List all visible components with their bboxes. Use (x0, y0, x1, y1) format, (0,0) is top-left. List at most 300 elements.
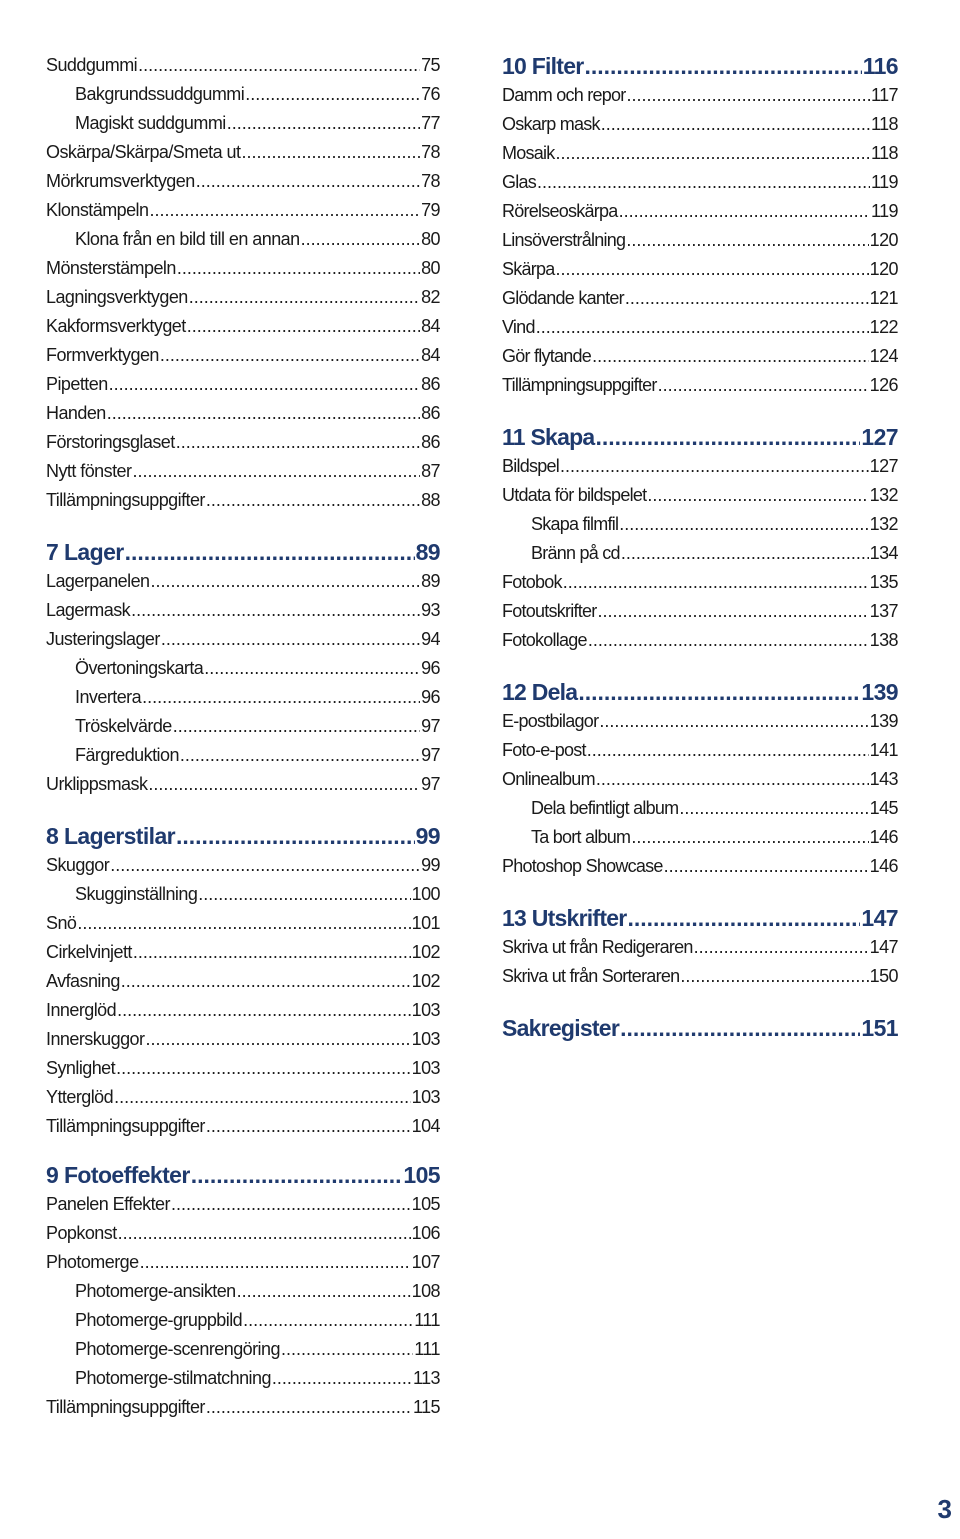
toc-entry[interactable] (46, 399, 440, 428)
dot-leader (237, 1277, 411, 1306)
toc-entry[interactable] (46, 596, 440, 625)
dot-leader (160, 341, 420, 370)
toc-entry[interactable] (46, 138, 440, 167)
toc-entry-title: Oskärpa/Skärpa/Smeta ut (46, 142, 241, 162)
toc-entry[interactable] (502, 626, 898, 655)
toc-page-number: 97 (421, 745, 440, 765)
toc-page-number: 122 (869, 317, 898, 337)
toc-page-number: 147 (869, 937, 898, 957)
toc-page-number: 104 (411, 1116, 440, 1136)
dot-leader (556, 139, 870, 168)
toc-entry-title: Justeringslager (46, 629, 160, 649)
dot-leader (149, 196, 420, 225)
dot-leader (118, 1219, 411, 1248)
toc-subentry[interactable] (46, 80, 440, 109)
toc-page-number: 107 (411, 1252, 440, 1272)
dot-leader (596, 765, 869, 794)
toc-entry[interactable] (46, 457, 440, 486)
toc-entry[interactable] (46, 567, 440, 596)
dot-leader (627, 903, 860, 933)
toc-page-number: 108 (411, 1281, 440, 1301)
toc-page-number: 88 (421, 490, 440, 510)
toc-subentry[interactable] (502, 823, 898, 852)
dot-leader (241, 138, 420, 167)
toc-entry-title: Gör flytande (502, 346, 592, 366)
toc-page-number: 99 (421, 855, 440, 875)
toc-entry[interactable] (502, 371, 898, 400)
dot-leader (171, 1190, 411, 1219)
toc-entry[interactable] (46, 770, 440, 799)
toc-page-number: 146 (869, 827, 898, 847)
toc-page-number: 86 (421, 374, 440, 394)
toc-entry[interactable] (502, 110, 898, 139)
toc-subentry[interactable] (46, 1364, 440, 1393)
dot-leader (626, 226, 868, 255)
toc-page-number: 103 (411, 1000, 440, 1020)
dot-leader (598, 597, 869, 626)
toc-page-number: 82 (421, 287, 440, 307)
toc-page-number: 134 (869, 543, 898, 563)
toc-subentry[interactable] (46, 109, 440, 138)
dot-leader (145, 1025, 410, 1054)
toc-column-bottom (46, 1160, 440, 1422)
toc-entry-title: E-postbilagor (502, 711, 599, 731)
dot-leader (110, 851, 420, 880)
dot-leader (117, 996, 411, 1025)
dot-leader (121, 967, 411, 996)
toc-page-number: 151 (861, 1015, 898, 1041)
toc-chapter-heading[interactable] (502, 1013, 898, 1043)
dot-leader (206, 486, 420, 515)
dot-leader (176, 821, 415, 851)
toc-entry[interactable] (46, 486, 440, 515)
toc-entry-title: Formverktygen (46, 345, 159, 365)
toc-page-number: 115 (412, 1397, 440, 1417)
toc-page-number: 105 (411, 1194, 440, 1214)
toc-page-number: 101 (411, 913, 440, 933)
dot-leader (680, 962, 868, 991)
dot-leader (206, 1393, 412, 1422)
dot-leader (563, 568, 869, 597)
dot-leader (595, 422, 860, 452)
toc-page-number: 135 (869, 572, 898, 592)
toc-entry[interactable] (46, 1219, 440, 1248)
toc-entry-title: Avfasning (46, 971, 120, 991)
toc-entry-title: Lagermask (46, 600, 131, 620)
toc-entry-title: Linsöverstrålning (502, 230, 626, 250)
toc-page-number: 120 (869, 230, 898, 250)
toc-entry-title: Skuggor (46, 855, 110, 875)
toc-page-number: 76 (421, 84, 440, 104)
toc-chapter-heading[interactable] (502, 51, 898, 81)
toc-page-number: 124 (869, 346, 898, 366)
toc-page-number: 120 (869, 259, 898, 279)
toc-subentry[interactable] (46, 1277, 440, 1306)
toc-subentry[interactable] (46, 880, 440, 909)
toc-entry[interactable] (502, 284, 898, 313)
toc-page-number: 150 (869, 966, 898, 986)
toc-page-number: 93 (421, 600, 440, 620)
toc-entry[interactable] (502, 962, 898, 991)
toc-page-number: 127 (869, 456, 898, 476)
dot-leader (587, 736, 869, 765)
toc-entry-title: Skriva ut från Sorteraren (502, 966, 680, 986)
toc-entry-title: Bildspel (502, 456, 560, 476)
toc-entry[interactable] (502, 139, 898, 168)
toc-page-number: 100 (411, 884, 440, 904)
toc-entry-title: Panelen Effekter (46, 1194, 170, 1214)
toc-subentry[interactable] (46, 683, 440, 712)
toc-page-number: 102 (411, 971, 440, 991)
toc-page-number: 111 (414, 1310, 440, 1330)
toc-entry[interactable] (46, 1248, 440, 1277)
toc-entry-title: Fotoutskrifter (502, 601, 597, 621)
toc-entry-title: Tillämpningsuppgifter (46, 490, 205, 510)
dot-leader (161, 625, 420, 654)
toc-entry-title: Tillämpningsuppgifter (46, 1116, 205, 1136)
toc-entry-title: Innerskuggor (46, 1029, 145, 1049)
toc-entry-title: Skugginställning (75, 884, 198, 904)
toc-subentry[interactable] (46, 741, 440, 770)
toc-subentry[interactable] (46, 1335, 440, 1364)
dot-leader (301, 225, 421, 254)
dot-leader (592, 342, 869, 371)
toc-entry-title: Nytt fönster (46, 461, 132, 481)
toc-entry[interactable] (502, 226, 898, 255)
toc-page-number: 147 (861, 905, 898, 931)
toc-entry[interactable] (46, 967, 440, 996)
dot-leader (198, 880, 410, 909)
dot-leader (189, 283, 420, 312)
toc-page-number: 137 (869, 601, 898, 621)
toc-entry[interactable] (46, 1025, 440, 1054)
toc-page-number: 78 (421, 142, 440, 162)
toc-page-number: 86 (421, 432, 440, 452)
dot-leader (133, 938, 411, 967)
toc-page-number: 86 (421, 403, 440, 423)
toc-page-number: 84 (421, 316, 440, 336)
dot-leader (204, 654, 420, 683)
toc-entry-title: Foto-e-post (502, 740, 586, 760)
toc-page-number: 139 (869, 711, 898, 731)
toc-chapter-heading[interactable] (502, 677, 898, 707)
toc-entry-title: Photomerge-ansikten (75, 1281, 236, 1301)
toc-page-number: 116 (862, 53, 898, 79)
toc-entry-title: Handen (46, 403, 106, 423)
toc-page-number: 119 (870, 172, 898, 192)
toc-page-number: 103 (411, 1058, 440, 1078)
toc-page-number: 84 (421, 345, 440, 365)
toc-page-number: 80 (421, 229, 440, 249)
toc-page-number: 139 (861, 679, 898, 705)
toc-page-number: 89 (421, 571, 440, 591)
dot-leader (140, 1248, 411, 1277)
toc-entry-title: 9 Fotoeffekter (46, 1162, 190, 1188)
toc-entry[interactable] (46, 312, 440, 341)
toc-page-number: 145 (869, 798, 898, 818)
toc-entry-title: Invertera (75, 687, 142, 707)
toc-entry-title: Skriva ut från Redigeraren (502, 937, 693, 957)
dot-leader (114, 1083, 411, 1112)
toc-entry-title: Damm och repor (502, 85, 626, 105)
toc-page-number: 75 (421, 55, 440, 75)
toc-entry-title: Onlinealbum (502, 769, 595, 789)
dot-leader (536, 313, 869, 342)
toc-entry-title: Urklippsmask (46, 774, 148, 794)
dot-leader (176, 428, 420, 457)
toc-entry-title: Ytterglöd (46, 1087, 114, 1107)
dot-leader (560, 452, 869, 481)
dot-leader (180, 741, 420, 770)
toc-entry-title: Övertoningskarta (75, 658, 204, 678)
dot-leader (109, 370, 420, 399)
dot-leader (227, 109, 420, 138)
toc-page-number: 96 (421, 658, 440, 678)
toc-entry[interactable] (502, 255, 898, 284)
toc-entry-title: Photomerge-scenrengöring (75, 1339, 280, 1359)
toc-page-number: 96 (421, 687, 440, 707)
toc-page-number: 103 (411, 1029, 440, 1049)
toc-entry[interactable] (46, 341, 440, 370)
dot-leader (620, 1013, 860, 1043)
toc-page-number: 87 (421, 461, 440, 481)
dot-leader (245, 80, 420, 109)
toc-entry[interactable] (502, 342, 898, 371)
dot-leader (619, 510, 868, 539)
toc-entry[interactable] (46, 370, 440, 399)
toc-entry-title: 12 Dela (502, 679, 578, 705)
toc-entry-title: Cirkelvinjett (46, 942, 132, 962)
toc-page-number: 99 (415, 823, 440, 849)
toc-page-number: 97 (421, 716, 440, 736)
toc-page-number: 89 (415, 539, 440, 565)
toc-entry-title: Photoshop Showcase (502, 856, 663, 876)
toc-page-number: 121 (869, 288, 898, 308)
toc-chapter-heading[interactable] (46, 821, 440, 851)
dot-leader (647, 481, 868, 510)
toc-entry[interactable] (502, 568, 898, 597)
toc-entry-title: Synlighet (46, 1058, 116, 1078)
toc-page-number: 117 (870, 85, 898, 105)
toc-entry[interactable] (46, 851, 440, 880)
dot-leader (694, 933, 869, 962)
toc-page-number: 141 (869, 740, 898, 760)
toc-entry[interactable] (46, 909, 440, 938)
toc-entry[interactable] (502, 168, 898, 197)
toc-entry-title: Glödande kanter (502, 288, 624, 308)
dot-leader (578, 677, 860, 707)
toc-entry-title: Suddgummi (46, 55, 138, 75)
toc-chapter-heading[interactable] (502, 903, 898, 933)
toc-entry-title: 11 Skapa (502, 424, 595, 450)
toc-entry[interactable] (46, 625, 440, 654)
toc-entry[interactable] (46, 1112, 440, 1141)
dot-leader (142, 683, 420, 712)
dot-leader (281, 1335, 413, 1364)
toc-entry[interactable] (502, 765, 898, 794)
dot-leader (625, 284, 869, 313)
toc-subentry[interactable] (502, 794, 898, 823)
dot-leader (243, 1306, 413, 1335)
dot-leader (125, 537, 415, 567)
toc-entry[interactable] (46, 167, 440, 196)
dot-leader (631, 823, 868, 852)
toc-entry-title: Tillämpningsuppgifter (46, 1397, 205, 1417)
toc-entry[interactable] (46, 1393, 440, 1422)
dot-leader (627, 81, 870, 110)
toc-entry-title: Ta bort album (531, 827, 631, 847)
toc-entry-title: Oskarp mask (502, 114, 600, 134)
dot-leader (658, 371, 869, 400)
toc-page-number: 138 (869, 630, 898, 650)
toc-page-number: 77 (421, 113, 440, 133)
dot-leader (664, 852, 869, 881)
dot-leader (177, 254, 420, 283)
toc-entry-title: Rörelseoskärpa (502, 201, 618, 221)
dot-leader (77, 909, 410, 938)
toc-page-number: 146 (869, 856, 898, 876)
toc-subentry[interactable] (502, 510, 898, 539)
dot-leader (206, 1112, 411, 1141)
dot-leader (107, 399, 420, 428)
toc-page-number: 143 (869, 769, 898, 789)
dot-leader (138, 51, 420, 80)
toc-entry-title: 8 Lagerstilar (46, 823, 175, 849)
toc-entry-title: 10 Filter (502, 53, 584, 79)
toc-entry[interactable] (46, 1083, 440, 1112)
dot-leader (132, 457, 420, 486)
toc-page-number: 79 (421, 200, 440, 220)
toc-entry[interactable] (46, 283, 440, 312)
toc-entry[interactable] (502, 933, 898, 962)
toc-entry-title: Popkonst (46, 1223, 117, 1243)
toc-entry[interactable] (502, 452, 898, 481)
toc-entry-title: Photomerge-gruppbild (75, 1310, 243, 1330)
toc-entry-title: Skärpa (502, 259, 555, 279)
toc-entry-title: Sakregister (502, 1015, 620, 1041)
toc-entry-title: Pipetten (46, 374, 108, 394)
toc-entry[interactable] (46, 1054, 440, 1083)
toc-column-left (46, 51, 440, 1141)
toc-subentry[interactable] (46, 1306, 440, 1335)
toc-entry-title: 7 Lager (46, 539, 124, 565)
toc-subentry[interactable] (46, 225, 440, 254)
toc-page-number: 80 (421, 258, 440, 278)
dot-leader (148, 770, 420, 799)
toc-page-number: 132 (869, 514, 898, 534)
toc-entry[interactable] (502, 597, 898, 626)
toc-entry-title: Bränn på cd (531, 543, 620, 563)
toc-page-number: 111 (414, 1339, 440, 1359)
toc-page-number: 102 (411, 942, 440, 962)
toc-entry-title: Dela befintligt album (531, 798, 679, 818)
dot-leader (584, 51, 861, 81)
dot-leader (588, 626, 869, 655)
toc-entry[interactable] (46, 938, 440, 967)
toc-entry-title: Förstoringsglaset (46, 432, 175, 452)
toc-entry-title: Färgreduktion (75, 745, 179, 765)
toc-entry[interactable] (502, 81, 898, 110)
toc-entry[interactable] (46, 51, 440, 80)
dot-leader (131, 596, 420, 625)
toc-entry[interactable] (502, 736, 898, 765)
toc-subentry[interactable] (46, 712, 440, 741)
toc-entry-title: Utdata för bildspelet (502, 485, 647, 505)
toc-chapter-heading[interactable] (502, 422, 898, 452)
toc-entry[interactable] (502, 852, 898, 881)
toc-page-number: 119 (870, 201, 898, 221)
toc-entry[interactable] (46, 428, 440, 457)
toc-chapter-heading[interactable] (46, 537, 440, 567)
toc-entry-title: Fotobok (502, 572, 562, 592)
toc-entry-title: Vind (502, 317, 535, 337)
page-number: 3 (937, 1494, 952, 1524)
toc-page-number: 106 (411, 1223, 440, 1243)
toc-entry-title: Mosaik (502, 143, 555, 163)
dot-leader (679, 794, 868, 823)
toc-entry[interactable] (46, 996, 440, 1025)
dot-leader (599, 707, 868, 736)
toc-page-number: 94 (421, 629, 440, 649)
toc-entry[interactable] (46, 254, 440, 283)
dot-leader (116, 1054, 411, 1083)
toc-subentry[interactable] (46, 654, 440, 683)
toc-entry[interactable] (502, 707, 898, 736)
dot-leader (191, 1160, 403, 1190)
toc-entry[interactable] (46, 196, 440, 225)
toc-page-number: 113 (412, 1368, 440, 1388)
toc-entry-title: Glas (502, 172, 537, 192)
toc-entry[interactable] (502, 197, 898, 226)
toc-entry-title: Tröskelvärde (75, 716, 172, 736)
toc-entry-title: Skapa filmfil (531, 514, 619, 534)
toc-entry[interactable] (502, 481, 898, 510)
toc-page-number: 132 (869, 485, 898, 505)
dot-leader (187, 312, 420, 341)
toc-page-number: 126 (869, 375, 898, 395)
toc-page-number: 78 (421, 171, 440, 191)
toc-entry-title: Lagningsverktygen (46, 287, 188, 307)
toc-entry-title: Klonstämpeln (46, 200, 149, 220)
dot-leader (196, 167, 420, 196)
dot-leader (173, 712, 420, 741)
toc-entry-title: Mörkrumsverktygen (46, 171, 195, 191)
toc-entry[interactable] (502, 313, 898, 342)
dot-leader (537, 168, 870, 197)
dot-leader (272, 1364, 412, 1393)
dot-leader (621, 539, 869, 568)
dot-leader (619, 197, 870, 226)
toc-column-right (502, 51, 898, 1043)
dot-leader (151, 567, 421, 596)
toc-entry-title: Tillämpningsuppgifter (502, 375, 657, 395)
toc-entry-title: Bakgrundssuddgummi (75, 84, 245, 104)
toc-entry-title: 13 Utskrifter (502, 905, 627, 931)
toc-page-number: 118 (870, 114, 898, 134)
toc-chapter-heading[interactable] (46, 1160, 440, 1190)
toc-entry-title: Snö (46, 913, 77, 933)
toc-entry-title: Kakformsverktyget (46, 316, 186, 336)
toc-page-number: 105 (403, 1162, 440, 1188)
toc-entry-title: Lagerpanelen (46, 571, 150, 591)
dot-leader (556, 255, 869, 284)
toc-entry-title: Klona från en bild till en annan (75, 229, 300, 249)
toc-entry-title: Photomerge (46, 1252, 139, 1272)
toc-page-number: 127 (861, 424, 898, 450)
toc-entry[interactable] (46, 1190, 440, 1219)
toc-subentry[interactable] (502, 539, 898, 568)
toc-page-number: 103 (411, 1087, 440, 1107)
